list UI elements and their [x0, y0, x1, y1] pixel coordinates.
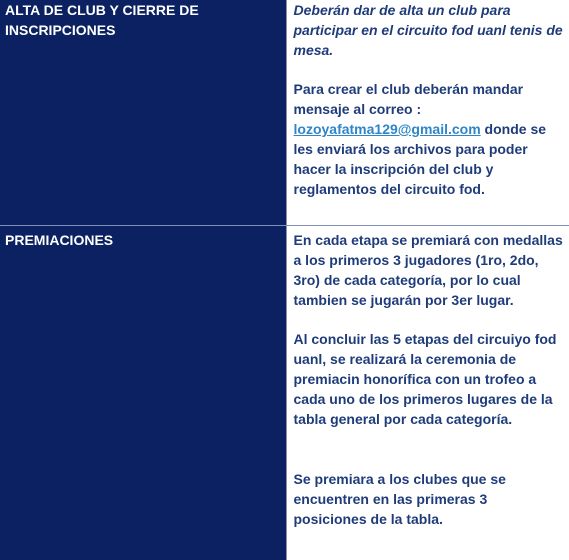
medals-paragraph: En cada etapa se premiará con medallas a los primeros 3 jugadores (1ro, 2do, 3ro) de cada categoría, por lo cual tambien se jugarán por 3er lugar.	[294, 230, 564, 310]
row-label-alta-club: ALTA DE CLUB Y CIERRE DE INSCRIPCIONES	[0, 0, 286, 226]
email-link[interactable]: lozoyafatma129@gmail.com	[294, 121, 481, 137]
row-content-alta-club	[286, 0, 569, 226]
row-content-premiaciones	[286, 226, 569, 560]
instructions-text-end: donde se les enviará los archivos para poder hacer la inscripción del club y reglamentos del circuito fod.	[294, 121, 547, 197]
instructions-text: Para crear el club deberán mandar mensaje al correo :	[294, 81, 524, 117]
clubs-award-paragraph: Se premiara a los clubes que se encuentren en las primeras 3 posiciones de la tabla.	[294, 469, 564, 529]
instructions-paragraph	[294, 79, 564, 199]
row-label-premiaciones: PREMIACIONES	[0, 226, 286, 560]
trophy-paragraph: Al concluir las 5 etapas del circuiyo fod uanl, se realizará la ceremonia de premiacin honorífica con un trofeo a cada uno de los primeros lugares de la tabla general por cada categoría.	[294, 329, 564, 429]
intro-text: Deberán dar de alta un club para participar en el circuito fod uanl tenis de mesa.	[294, 0, 564, 60]
table-row	[0, 226, 569, 560]
table-row	[0, 0, 569, 226]
